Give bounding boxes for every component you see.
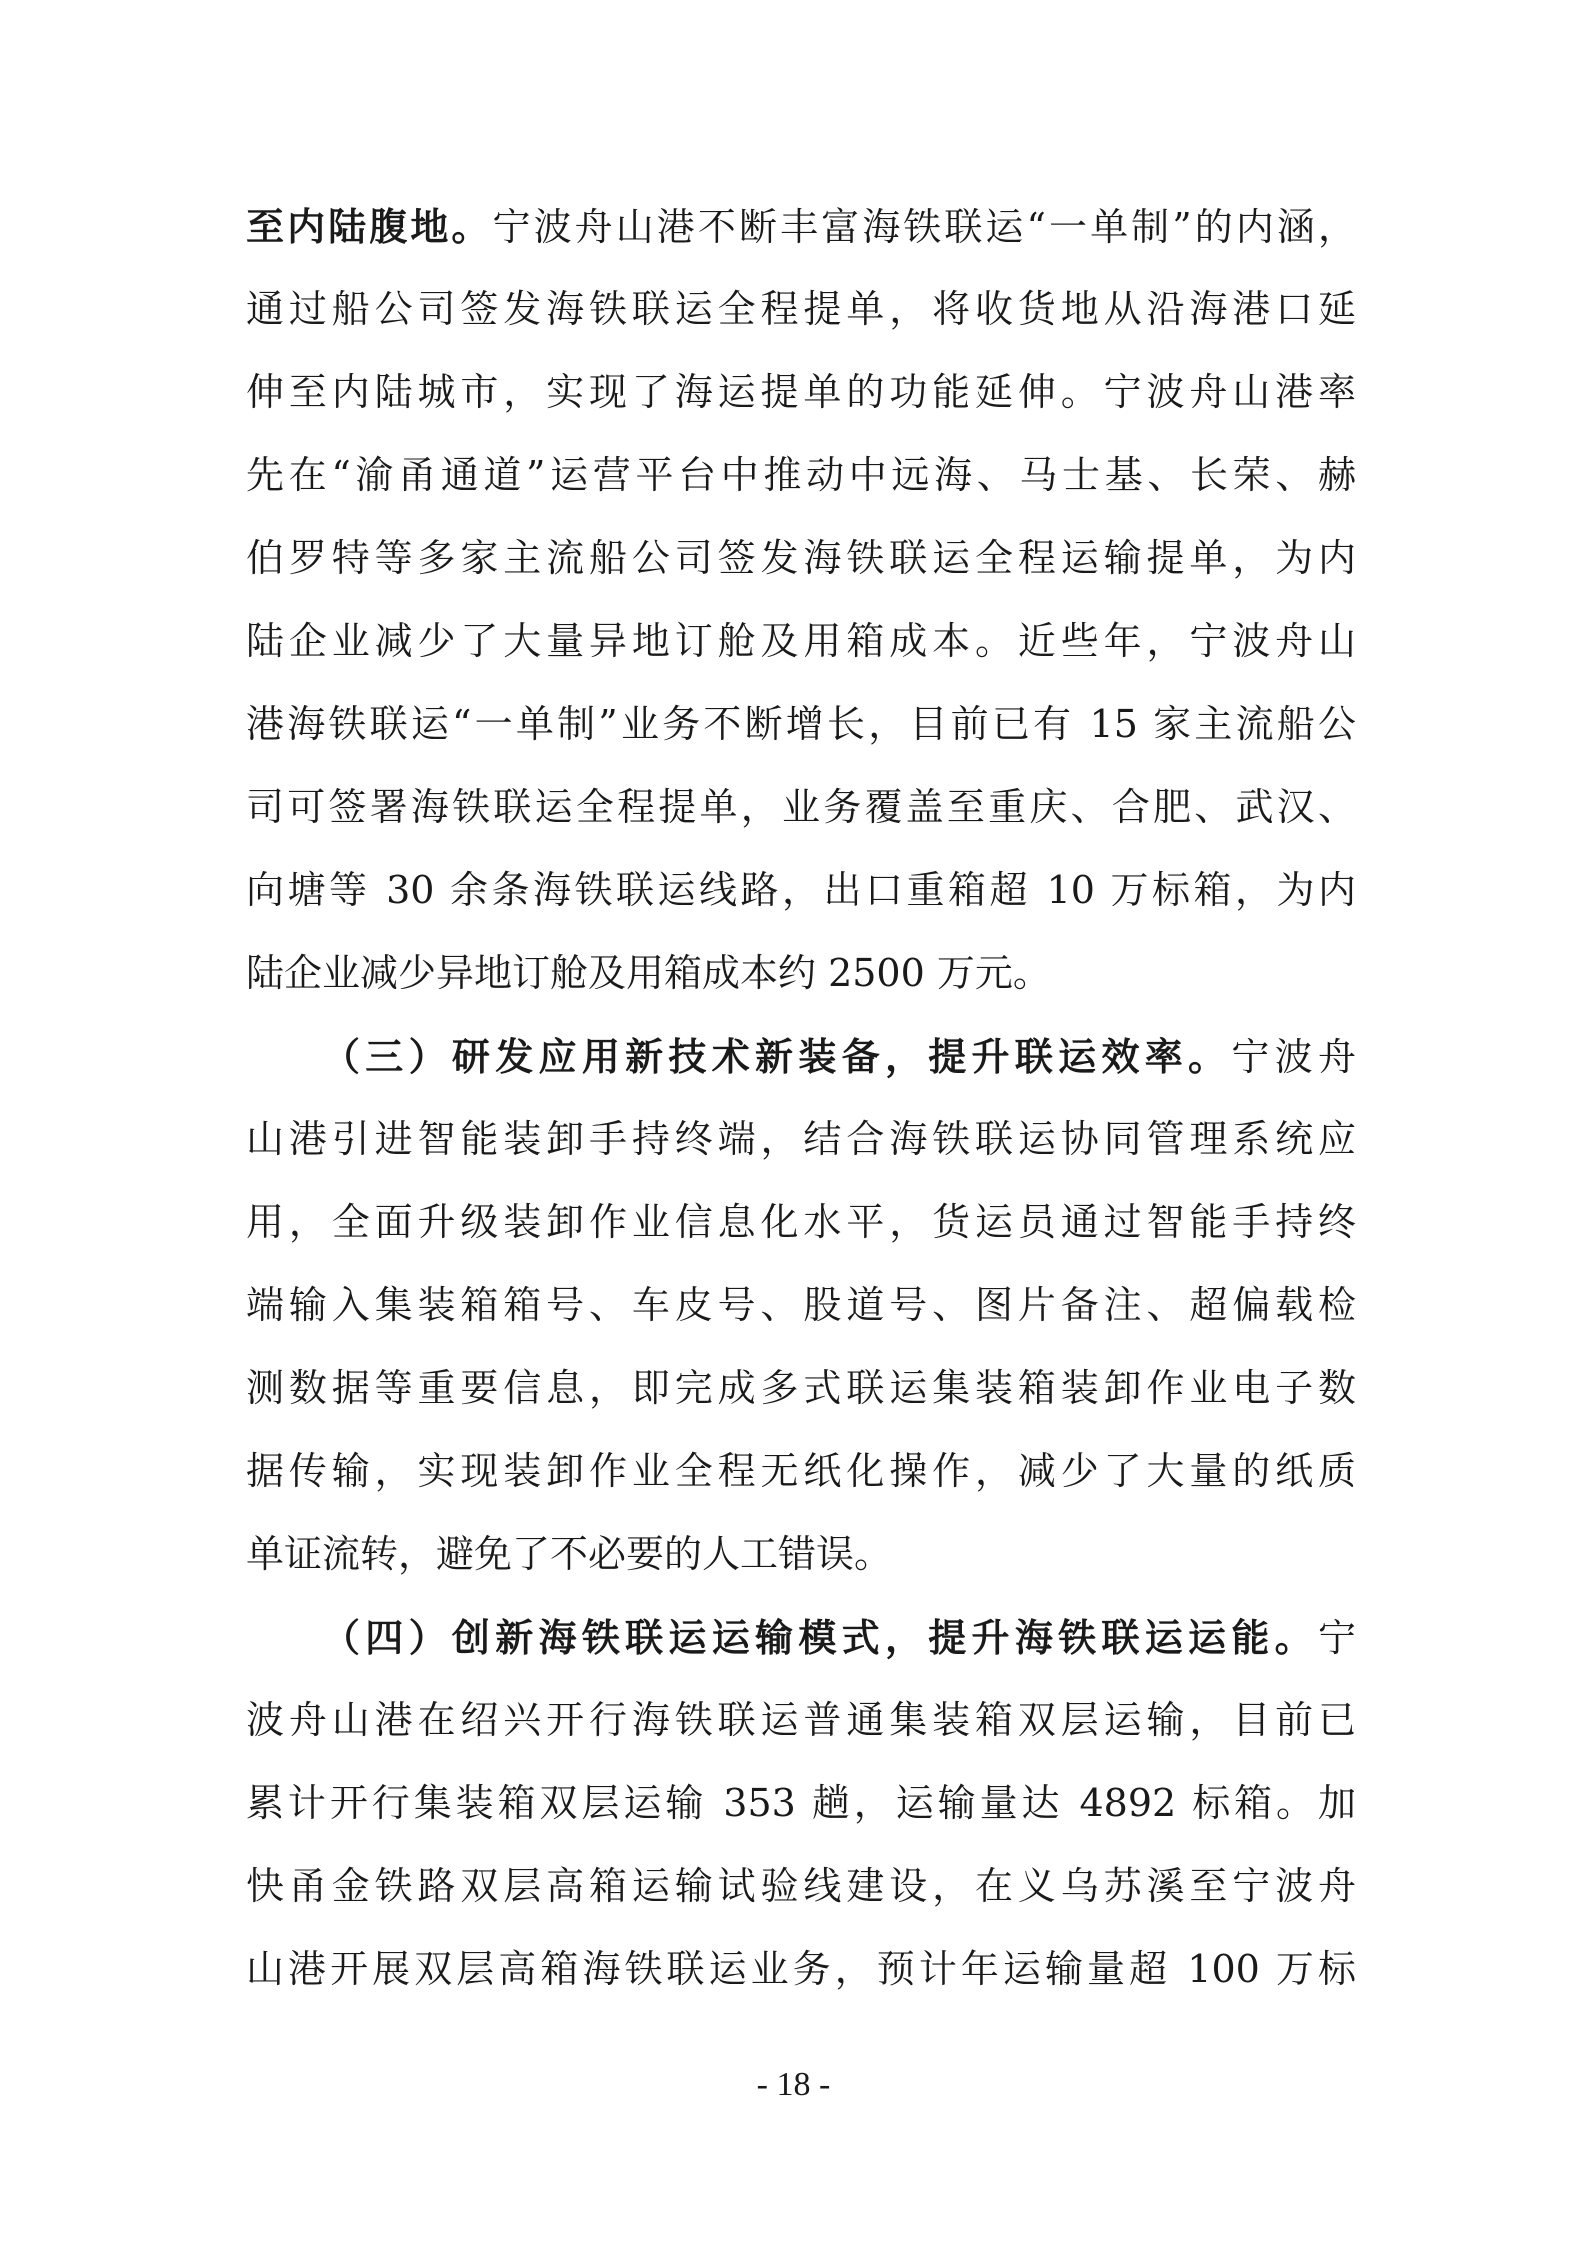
text-line: 司可签署海铁联运全程提单，业务覆盖至重庆、合肥、武汉、 xyxy=(246,785,1356,829)
paragraph-transport-mode xyxy=(246,1596,1356,2011)
body-text xyxy=(246,185,1356,2011)
text-line: 先在“渝甬通道”运营平台中推动中远海、马士基、长荣、赫 xyxy=(246,453,1356,497)
section-heading-three: （三）研发应用新技术新装备，提升联运效率。 xyxy=(322,1034,1232,1079)
text-line: 测数据等重要信息，即完成多式联运集装箱装卸作业电子数 xyxy=(246,1366,1356,1410)
text-line xyxy=(246,1015,1356,1098)
line-text: 宁波舟山港不断丰富海铁联运“一单制”的内涵， xyxy=(492,205,1356,249)
text-line: 据传输，实现装卸作业全程无纸化操作，减少了大量的纸质 xyxy=(246,1449,1356,1493)
text-line: 用，全面升级装卸作业信息化水平，货运员通过智能手持终 xyxy=(246,1200,1356,1244)
line-text: 宁波舟 xyxy=(1231,1035,1356,1079)
text-line: 陆企业减少了大量异地订舱及用箱成本。近些年，宁波舟山 xyxy=(246,619,1356,663)
text-line: 累计开行集装箱双层运输 353 趟，运输量达 4892 标箱。加 xyxy=(246,1781,1356,1825)
text-line: 港海铁联运“一单制”业务不断增长，目前已有 15 家主流船公 xyxy=(246,702,1356,746)
text-line: 伸至内陆城市，实现了海运提单的功能延伸。宁波舟山港率 xyxy=(246,370,1356,414)
section-heading-four: （四）创新海铁联运运输模式，提升海铁联运运能。 xyxy=(322,1615,1318,1660)
text-line: 陆企业减少异地订舱及用箱成本约 2500 万元。 xyxy=(246,951,1051,995)
text-line: 山港引进智能装卸手持终端，结合海铁联运协同管理系统应 xyxy=(246,1117,1356,1161)
text-line: 伯罗特等多家主流船公司签发海铁联运全程运输提单，为内 xyxy=(246,536,1356,580)
text-line: 快甬金铁路双层高箱运输试验线建设，在义乌苏溪至宁波舟 xyxy=(246,1864,1356,1908)
page-number: - 18 - xyxy=(756,2066,831,2103)
text-line xyxy=(246,185,1356,268)
text-line: 向塘等 30 余条海铁联运线路，出口重箱超 10 万标箱，为内 xyxy=(246,868,1356,912)
text-line xyxy=(246,1596,1356,1679)
text-line: 端输入集装箱箱号、车皮号、股道号、图片备注、超偏载检 xyxy=(246,1283,1356,1327)
text-line: 通过船公司签发海铁联运全程提单，将收货地从沿海港口延 xyxy=(246,287,1356,331)
text-line: 山港开展双层高箱海铁联运业务，预计年运输量超 100 万标 xyxy=(246,1947,1356,1991)
line-text: 宁 xyxy=(1317,1616,1356,1660)
paragraph-new-technology xyxy=(246,1015,1356,1596)
text-line: 波舟山港在绍兴开行海铁联运普通集装箱双层运输，目前已 xyxy=(246,1698,1356,1742)
bold-lead-text: 至内陆腹地。 xyxy=(246,204,493,249)
text-line: 单证流转，避免了不必要的人工错误。 xyxy=(246,1532,893,1576)
paragraph-one-bill-system xyxy=(246,185,1356,1015)
